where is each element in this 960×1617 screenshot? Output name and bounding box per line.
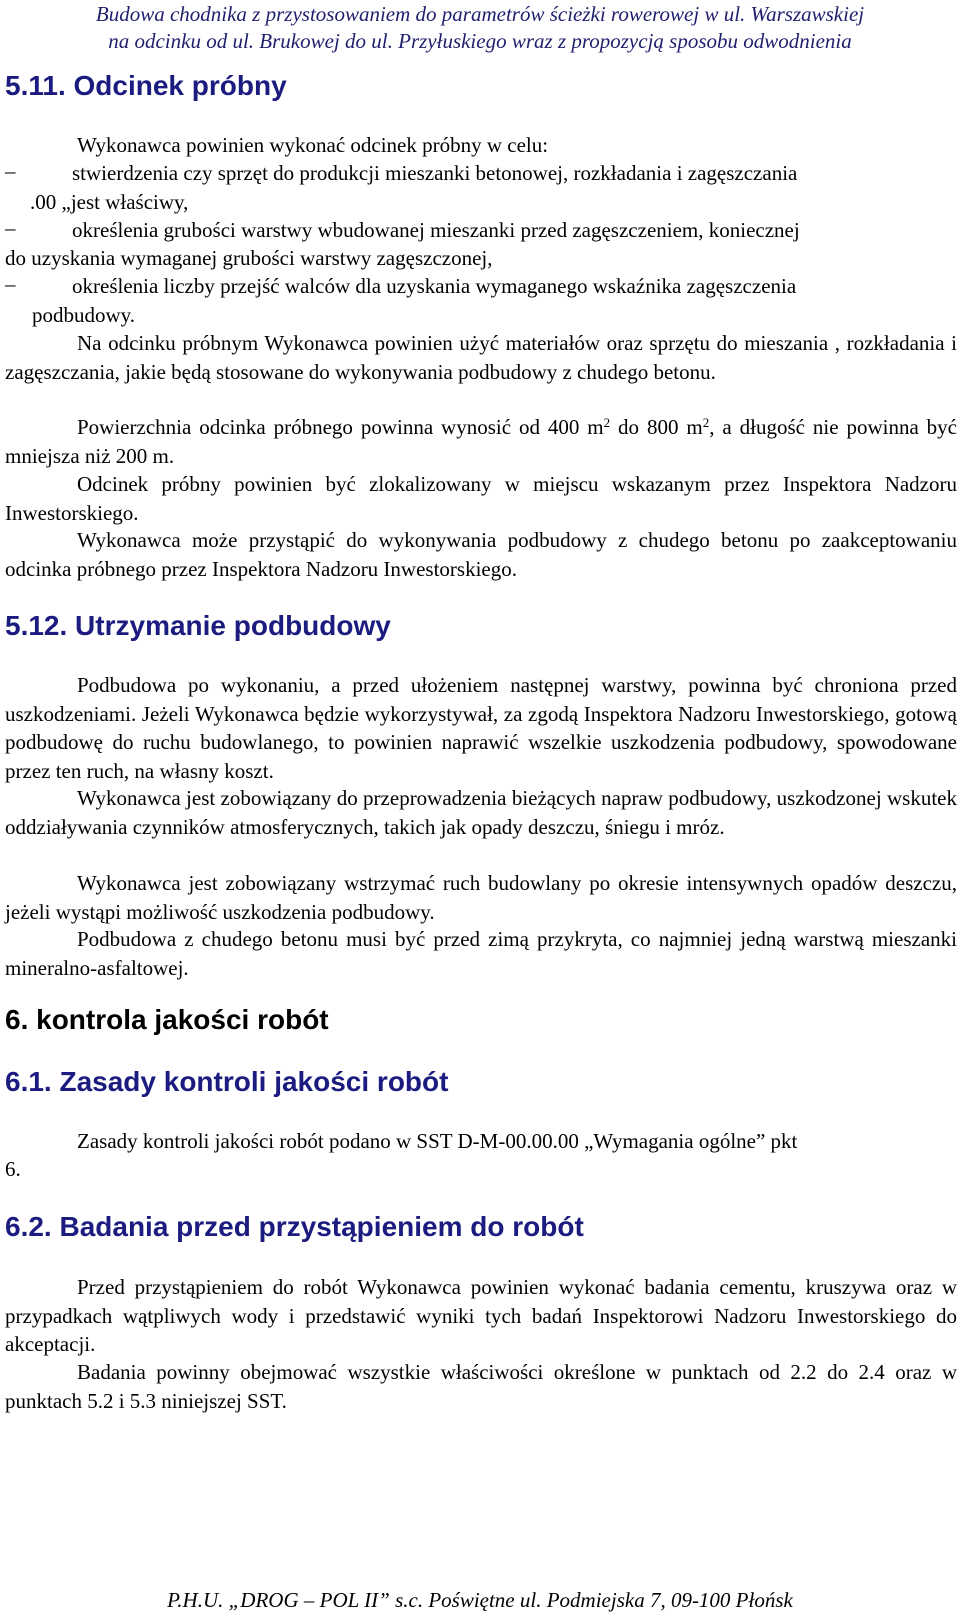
bullet-dash-2: – [5,216,16,240]
s511-paragraph-1: Na odcinku próbnym Wykonawca powinien użyć materiałów oraz sprzętu do mieszania , rozkładania i zagęszczania, jakie będą stosowane do wykonywania podbudowy z chudego betonu. [5,331,957,384]
s61-paragraph-line-2: 6. [5,1157,21,1181]
page-footer: P.H.U. „DROG – POL II” s.c. Poświętne ul. Podmiejska 7, 09-100 Płońsk [167,1588,793,1612]
bullet-dash-3: – [5,272,16,296]
heading-5-12: 5.12. Utrzymanie podbudowy [5,610,391,641]
bullet-dash-1: – [5,159,16,183]
s511-bullet-3-line-2: podbudowy. [32,303,136,327]
s512-paragraph-1: Podbudowa po wykonaniu, a przed ułożeniem następnej warstwy, powinna być chroniona przed uszkodzeniami. Jeżeli Wykonawca będzie wykorzystywał, za zgodą Inspektora Nadzoru Inwestorskiego, gotową podbudowę do ruchu budowlanego, to powinien naprawić wszelkie uszkodzenia podbudowy, spowodowane przez ten ruch, na własny koszt. [5,673,957,783]
heading-6-1: 6.1. Zasady kontroli jakości robót [5,1066,449,1097]
s61-paragraph-line-1: Zasady kontroli jakości robót podano w SST D-M-00.00.00 „Wymagania ogólne” pkt [77,1129,798,1153]
heading-6: 6. kontrola jakości robót [5,1004,329,1035]
s512-paragraph-2: Wykonawca jest zobowiązany do przeprowadzenia bieżących napraw podbudowy, uszkodzonej wskutek oddziaływania czynników atmosferycznych, takich jak opady deszczu, śniegu i mróz. [5,786,957,839]
s511-intro: Wykonawca powinien wykonać odcinek próbny w celu: [77,133,549,157]
header-line-1: Budowa chodnika z przystosowaniem do parametrów ścieżki rowerowej w ul. Warszawskiej [95,2,865,26]
s511-bullet-1-line-2: .00 „jest właściwy, [30,190,189,214]
header-line-2: na odcinku od ul. Brukowej do ul. Przyłuskiego wraz z propozycją sposobu odwodnienia [108,29,852,53]
s511-bullet-2-line-2: do uzyskania wymaganej grubości warstwy zagęszczonej, [5,246,493,270]
heading-6-2: 6.2. Badania przed przystąpieniem do robót [5,1211,584,1242]
s62-paragraph-1: Przed przystąpieniem do robót Wykonawca powinien wykonać badania cementu, kruszywa oraz w przypadkach wątpliwych wody i przedstawić wyniki tych badań Inspektorowi Nadzoru Inwestorskiego do akceptacji. [5,1275,957,1356]
s511-bullet-1-line-1: stwierdzenia czy sprzęt do produkcji mieszanki betonowej, rozkładania i zagęszczania [72,161,798,185]
s62-paragraph-2: Badania powinny obejmować wszystkie właściwości określone w punktach od 2.2 do 2.4 oraz w punktach 5.2 i 5.3 niniejszej SST. [5,1360,957,1413]
s512-paragraph-4: Podbudowa z chudego betonu musi być przed zimą przykryta, co najmniej jedną warstwą mieszanki mineralno-asfaltowej. [5,927,957,980]
s511-bullet-3-line-1: określenia liczby przejść walców dla uzyskania wymaganego wskaźnika zagęszczenia [72,274,797,298]
s511-bullet-2-line-1: określenia grubości warstwy wbudowanej mieszanki przed zagęszczeniem, koniecznej [72,218,800,242]
heading-5-11: 5.11. Odcinek próbny [5,70,287,101]
s511-paragraph-4: Wykonawca może przystąpić do wykonywania podbudowy z chudego betonu po zaakceptowaniu odcinka próbnego przez Inspektora Nadzoru Inwestorskiego. [5,528,957,581]
s512-paragraph-3: Wykonawca jest zobowiązany wstrzymać ruch budowlany po okresie intensywnych opadów deszczu, jeżeli wystąpi możliwość uszkodzenia podbudowy. [5,871,957,924]
s511-paragraph-3: Odcinek próbny powinien być zlokalizowany w miejscu wskazanym przez Inspektora Nadzoru Inwestorskiego. [5,472,957,525]
s511-paragraph-2: Powierzchnia odcinka próbnego powinna wynosić od 400 $m^2$ do 800 $m^2$, a długość nie powinna być mniejsza niż 200 m. [5,415,958,468]
